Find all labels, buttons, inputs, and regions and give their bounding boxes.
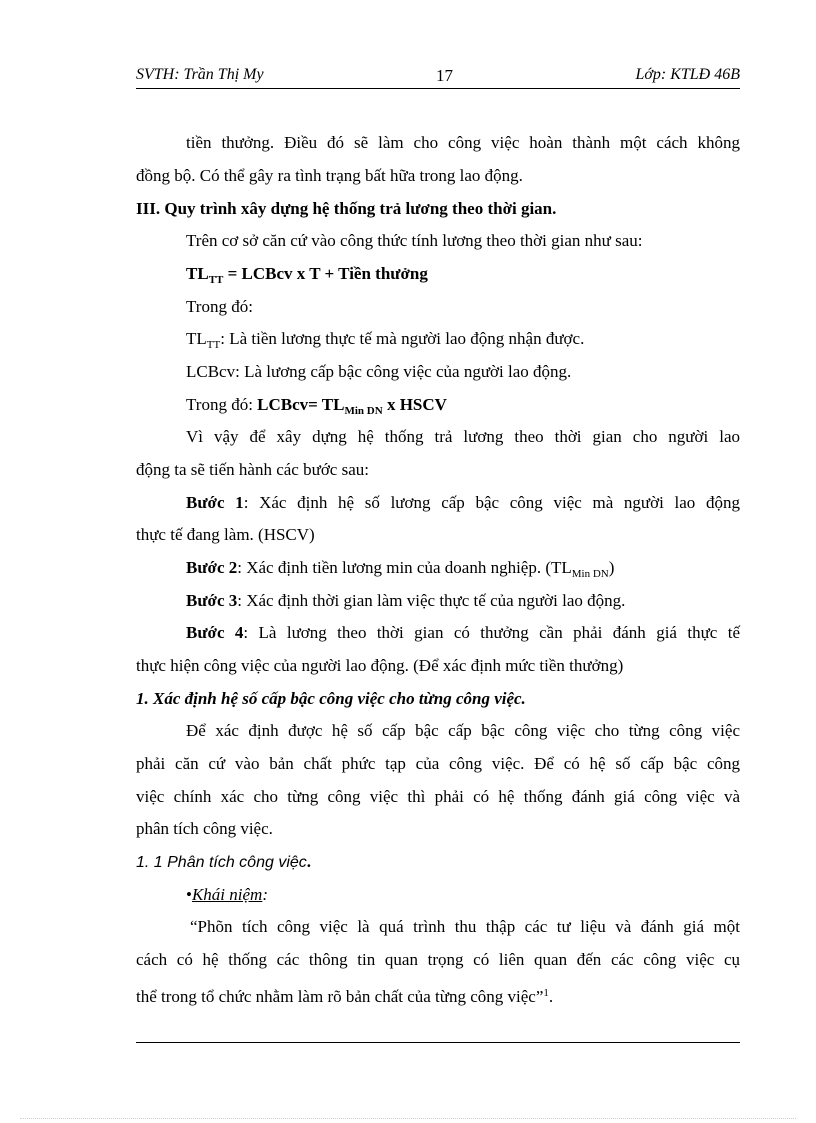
paragraph-line: động ta sẽ tiến hành các bước sau: <box>136 460 369 479</box>
header-page-number: 17 <box>436 66 453 85</box>
paragraph-line: thực hiện công việc của người lao động. (Để xác định mức tiền thưởng) <box>136 656 624 675</box>
paragraph-line: Vì vậy để xây dựng hệ thống trả lương theo thời gian cho người lao <box>186 427 740 446</box>
bullet-icon: • <box>186 885 192 904</box>
quote-line: cách có hệ thống các thông tin quan trọng có liên quan đến các công việc cụ <box>136 950 740 969</box>
page-bottom-divider <box>20 1118 796 1119</box>
definition-lcbcv: LCBcv: Là lương cấp bậc công việc của người lao động. <box>186 362 572 381</box>
step-4: Bước 4: Là lương theo thời gian có thưởng cần phải đánh giá thực tế <box>186 623 741 642</box>
paragraph-line: phân tích công việc. <box>136 819 273 838</box>
step-1: Bước 1: Xác định hệ số lương cấp bậc công việc mà người lao động <box>186 493 740 512</box>
section-heading-iii: III. Quy trình xây dựng hệ thống trả lương theo thời gian. <box>136 199 557 218</box>
quote-line: “Phõn tích công việc là quá trình thu thập các tư liệu và đánh giá một <box>190 917 740 936</box>
paragraph-line: việc chính xác cho từng công việc thì phải có hệ thống đánh giá công việc và <box>136 787 740 806</box>
header-class: Lớp: KTLĐ 46B <box>635 66 740 83</box>
formula-lcbcv: Trong đó: LCBcv= $TL_{Min DN}$ x HSCV <box>186 395 447 417</box>
quote-line: thể trong tổ chức nhằm làm rõ bản chất của từng công việc”$^1$. <box>136 987 554 1006</box>
paragraph-line: phải căn cứ vào bản chất phức tạp của công việc. Để có hệ số cấp bậc công <box>136 754 740 773</box>
section-heading-1: 1. Xác định hệ số cấp bậc công việc cho từng công việc. <box>136 689 526 708</box>
paragraph-line: đồng bộ. Có thể gây ra tình trạng bất hữa trong lao động. <box>136 166 523 185</box>
footnote-marker: 1 <box>543 987 549 999</box>
definition-heading: •Khái niệm: <box>186 885 268 904</box>
header-author: SVTH: Trần Thị My <box>136 66 264 83</box>
paragraph-line: Trên cơ sở căn cứ vào công thức tính lương theo thời gian như sau: <box>186 231 643 250</box>
paragraph-line: Trong đó: <box>186 297 253 316</box>
formula-tltt: $TL_{TT}$ = LCBcv x T + Tiền thưởng <box>186 264 428 286</box>
step-3: Bước 3: Xác định thời gian làm việc thực tế của người lao động. <box>186 591 626 610</box>
paragraph-line: tiền thưởng. Điều đó sẽ làm cho công việc hoàn thành một cách không <box>186 133 740 152</box>
subsection-heading-1-1: 1. 1 Phân tích công việc. <box>136 852 312 871</box>
definition-tltt: $TL_{TT}$: Là tiền lương thực tế mà người lao động nhận được. <box>186 329 585 351</box>
page-header <box>136 66 740 89</box>
footer-rule <box>136 1042 740 1043</box>
step-2: Bước 2: Xác định tiền lương min của doanh nghiệp. $(TL_{Min DN})$ <box>186 558 615 580</box>
paragraph-line: thực tế đang làm. (HSCV) <box>136 525 315 544</box>
paragraph-line: Để xác định được hệ số cấp bậc cấp bậc công việc cho từng công việc <box>186 721 740 740</box>
